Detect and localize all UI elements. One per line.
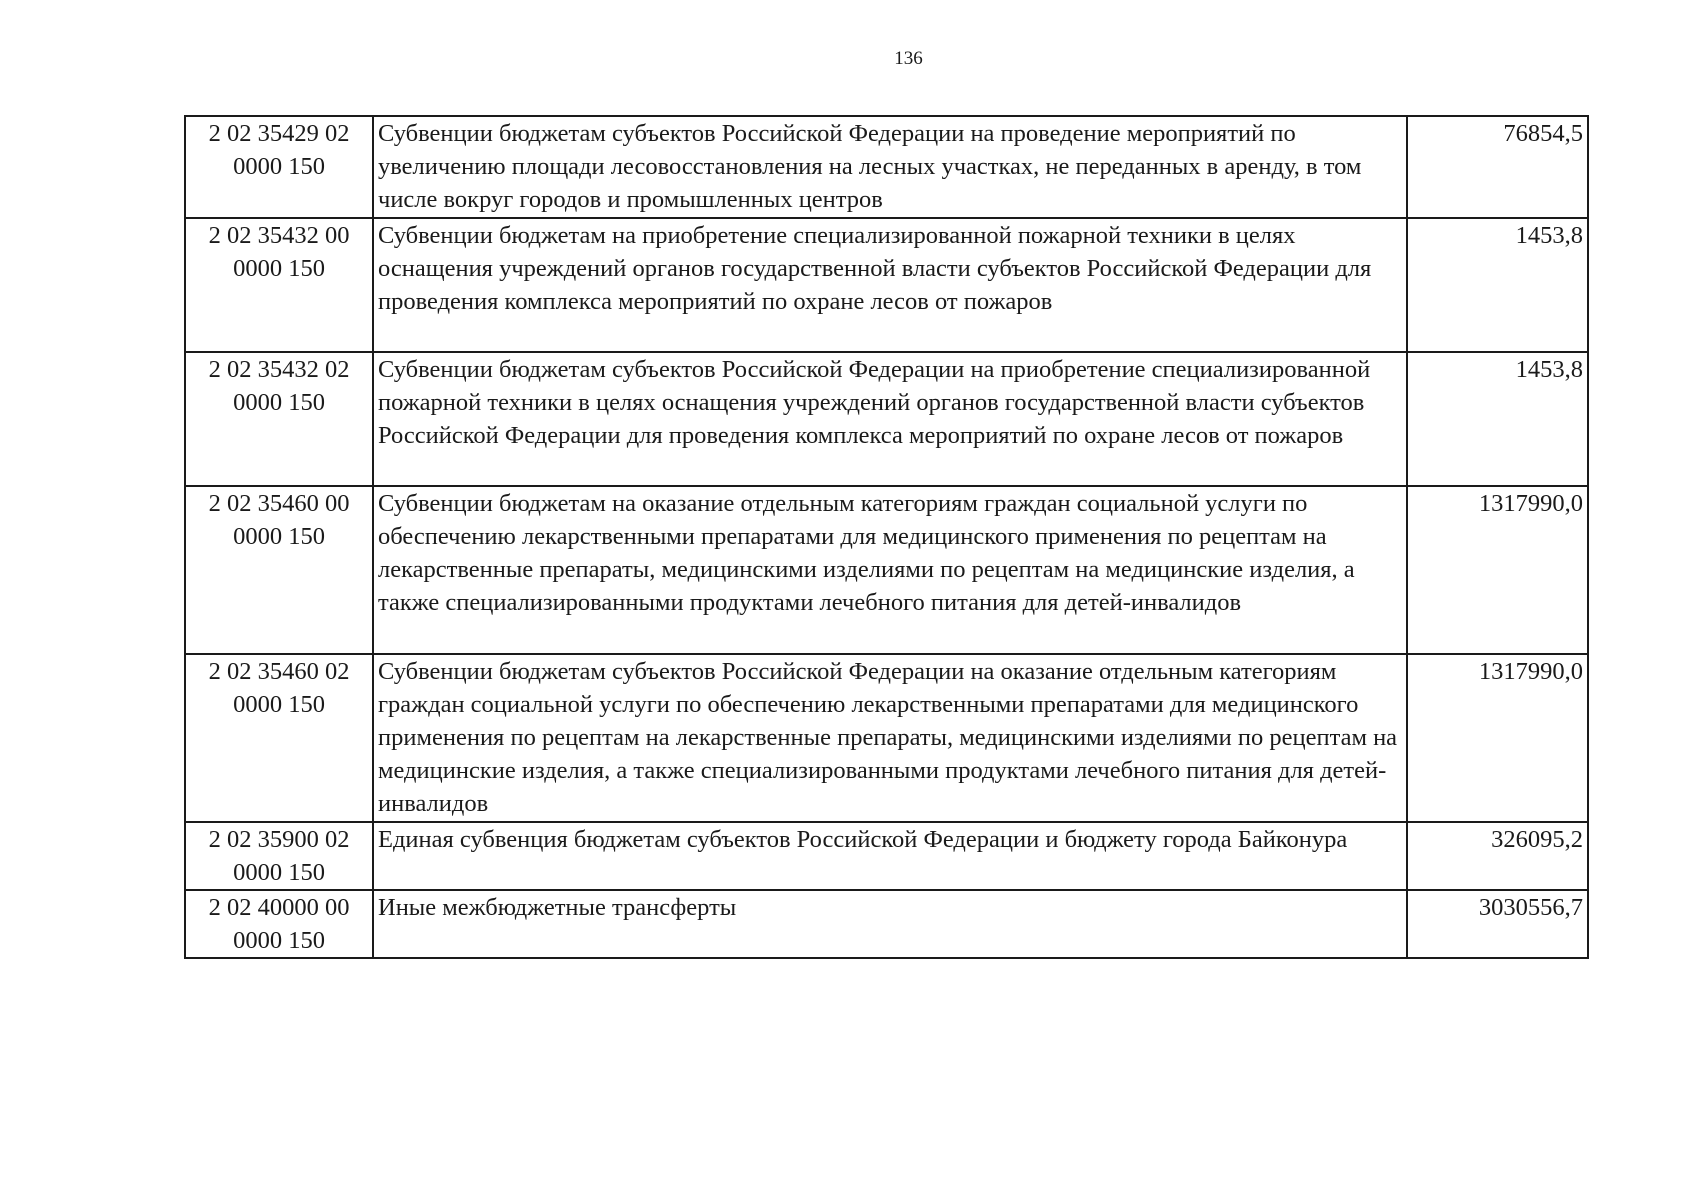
budget-code-cell — [185, 486, 373, 654]
amount-cell: 3030556,7 — [1407, 890, 1588, 958]
budget-code: 2 02 35429 02 — [208, 120, 350, 147]
table-row — [185, 486, 1588, 654]
description-cell: Субвенции бюджетам на оказание отдельным категориям граждан социальной услуги по обеспечению лекарственными препаратами для медицинского применения по рецептам на лекарственные препараты, медицинскими изделиями по рецептам на медицинские изделия, а также специализированными продуктами лечебного питания для детей-инвалидов — [373, 486, 1407, 654]
budget-code: 2 02 35460 00 — [208, 490, 350, 517]
table-row — [185, 890, 1588, 958]
budget-code-cell — [185, 890, 373, 958]
budget-code: 2 02 35460 02 — [208, 658, 350, 685]
description-cell: Субвенции бюджетам субъектов Российской Федерации на приобретение специализированной пожарной техники в целях оснащения учреждений органов государственной власти субъектов Российской Федерации для проведения комплекса мероприятий по охране лесов от пожаров — [373, 352, 1407, 486]
budget-code: 2 02 40000 00 — [208, 894, 350, 921]
amount-cell: 1453,8 — [1407, 218, 1588, 352]
budget-code-suffix: 0000 150 — [233, 927, 325, 954]
amount-cell: 1317990,0 — [1407, 654, 1588, 822]
table-row — [185, 822, 1588, 890]
budget-code-suffix: 0000 150 — [233, 389, 325, 416]
amount-cell: 1453,8 — [1407, 352, 1588, 486]
page-number: 136 — [894, 48, 923, 69]
budget-code-cell — [185, 654, 373, 822]
table-row — [185, 654, 1588, 822]
budget-code-cell — [185, 822, 373, 890]
description-cell: Субвенции бюджетам субъектов Российской Федерации на оказание отдельным категориям граждан социальной услуги по обеспечению лекарственными препаратами для медицинского применения по рецептам на лекарственные препараты, медицинскими изделиями по рецептам на медицинские изделия, а также специализированными продуктами лечебного питания для детей-инвалидов — [373, 654, 1407, 822]
budget-code-suffix: 0000 150 — [233, 859, 325, 886]
description-cell: Субвенции бюджетам на приобретение специализированной пожарной техники в целях оснащения учреждений органов государственной власти субъектов Российской Федерации для проведения комплекса мероприятий по охране лесов от пожаров — [373, 218, 1407, 352]
budget-code-suffix: 0000 150 — [233, 523, 325, 550]
table-row — [185, 218, 1588, 352]
description-cell: Единая субвенция бюджетам субъектов Российской Федерации и бюджету города Байконура — [373, 822, 1407, 890]
amount-cell: 76854,5 — [1407, 116, 1588, 218]
amount-cell: 326095,2 — [1407, 822, 1588, 890]
budget-table — [184, 115, 1589, 959]
budget-code-suffix: 0000 150 — [233, 691, 325, 718]
budget-code: 2 02 35432 00 — [208, 222, 350, 249]
amount-cell: 1317990,0 — [1407, 486, 1588, 654]
budget-code-suffix: 0000 150 — [233, 255, 325, 282]
budget-code-cell — [185, 116, 373, 218]
budget-code-cell — [185, 218, 373, 352]
budget-code: 2 02 35432 02 — [208, 356, 350, 383]
budget-code: 2 02 35900 02 — [208, 826, 350, 853]
description-cell: Иные межбюджетные трансферты — [373, 890, 1407, 958]
description-cell: Субвенции бюджетам субъектов Российской Федерации на проведение мероприятий по увеличению площади лесовосстановления на лесных участках, не переданных в аренду, в том числе вокруг городов и промышленных центров — [373, 116, 1407, 218]
budget-code-suffix: 0000 150 — [233, 153, 325, 180]
table-row — [185, 116, 1588, 218]
table-row — [185, 352, 1588, 486]
budget-code-cell — [185, 352, 373, 486]
